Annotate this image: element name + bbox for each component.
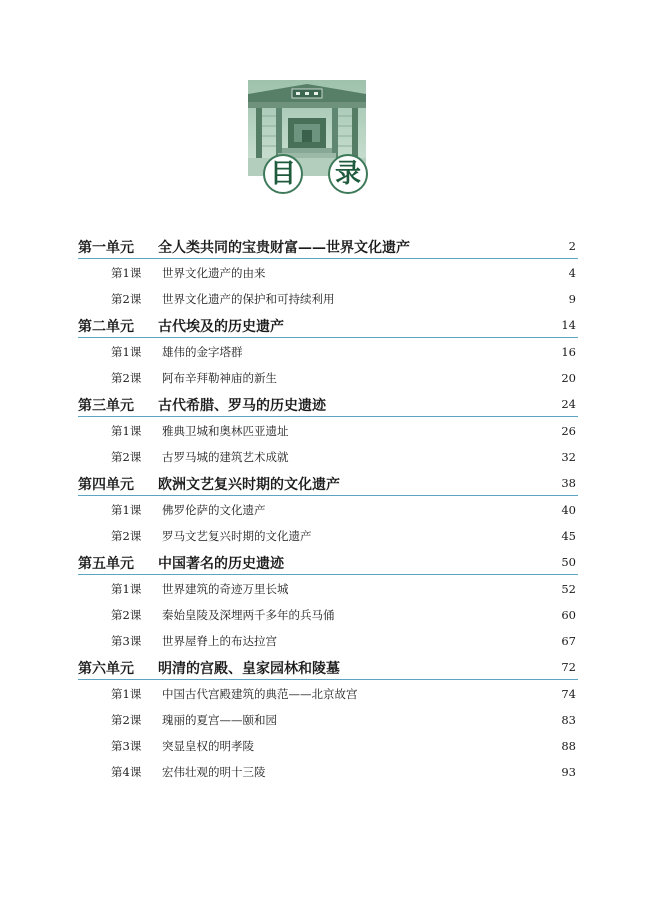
page-number: 40 [561, 503, 576, 517]
lesson-title: 罗马文艺复兴时期的文化遗产 [162, 529, 312, 543]
lesson-title: 雅典卫城和奥林匹亚遗址 [162, 424, 289, 438]
page-number: 2 [568, 239, 576, 253]
toc-lesson[interactable] [78, 338, 578, 364]
lesson-title: 世界文化遗产的保护和可持续利用 [162, 292, 335, 306]
unit-label: 第三单元 [78, 398, 134, 414]
lesson-label: 第4课 [111, 765, 142, 779]
toc-lesson[interactable] [78, 732, 578, 758]
page-number: 9 [568, 292, 576, 306]
unit-label: 第四单元 [78, 477, 134, 493]
toc-lesson[interactable] [78, 496, 578, 522]
unit-title: 古代埃及的历史遗产 [158, 319, 284, 335]
lesson-label: 第2课 [111, 713, 142, 727]
page-number: 52 [561, 582, 576, 596]
lesson-title: 雄伟的金字塔群 [162, 345, 243, 359]
table-of-contents [78, 232, 578, 784]
lesson-label: 第2课 [111, 292, 142, 306]
toc-lesson[interactable] [78, 680, 578, 706]
lesson-label: 第1课 [111, 266, 142, 280]
unit-title: 全人类共同的宝贵财富——世界文化遗产 [158, 240, 410, 256]
lesson-label: 第1课 [111, 582, 142, 596]
toc-lesson[interactable] [78, 285, 578, 311]
unit-label: 第五单元 [78, 556, 134, 572]
toc-lesson[interactable] [78, 417, 578, 443]
toc-lesson[interactable] [78, 522, 578, 548]
toc-unit-6[interactable] [78, 653, 578, 680]
toc-lesson[interactable] [78, 575, 578, 601]
page-number: 74 [561, 687, 576, 701]
lesson-title: 突显皇权的明孝陵 [162, 739, 254, 753]
toc-lesson[interactable] [78, 706, 578, 732]
toc-lesson[interactable] [78, 443, 578, 469]
lesson-title: 世界建筑的奇迹万里长城 [162, 582, 289, 596]
page-number: 50 [561, 555, 576, 569]
page-number: 67 [561, 634, 576, 648]
toc-unit-1[interactable] [78, 232, 578, 259]
lesson-title: 佛罗伦萨的文化遗产 [162, 503, 266, 517]
lesson-label: 第3课 [111, 634, 142, 648]
lesson-title: 中国古代宫殿建筑的典范——北京故宫 [162, 687, 358, 701]
lesson-label: 第2课 [111, 450, 142, 464]
page-number: 14 [561, 318, 576, 332]
unit-title: 欧洲文艺复兴时期的文化遗产 [158, 477, 340, 493]
lesson-label: 第1课 [111, 424, 142, 438]
lesson-title: 宏伟壮观的明十三陵 [162, 765, 266, 779]
unit-label: 第六单元 [78, 661, 134, 677]
toc-unit-5[interactable] [78, 548, 578, 575]
lesson-label: 第1课 [111, 345, 142, 359]
toc-lesson[interactable] [78, 758, 578, 784]
page-number: 32 [561, 450, 576, 464]
lesson-label: 第2课 [111, 371, 142, 385]
page-number: 38 [561, 476, 576, 490]
lesson-label: 第1课 [111, 687, 142, 701]
toc-lesson[interactable] [78, 627, 578, 653]
page-number: 88 [561, 739, 576, 753]
lesson-label: 第2课 [111, 608, 142, 622]
toc-unit-2[interactable] [78, 311, 578, 338]
page-number: 45 [561, 529, 576, 543]
unit-title: 中国著名的历史遗迹 [158, 556, 284, 572]
lesson-title: 古罗马城的建筑艺术成就 [162, 450, 289, 464]
toc-lesson[interactable] [78, 601, 578, 627]
page-number: 93 [561, 765, 576, 779]
unit-title: 古代希腊、罗马的历史遗迹 [158, 398, 326, 414]
page-number: 72 [561, 660, 576, 674]
toc-lesson[interactable] [78, 259, 578, 285]
toc-unit-4[interactable] [78, 469, 578, 496]
title-char-mu: 目 [263, 154, 303, 194]
page-number: 60 [561, 608, 576, 622]
unit-label: 第一单元 [78, 240, 134, 256]
lesson-title: 秦始皇陵及深埋两千多年的兵马俑 [162, 608, 335, 622]
lesson-title: 瑰丽的夏宫——颐和园 [162, 713, 277, 727]
unit-title: 明清的宫殿、皇家园林和陵墓 [158, 661, 340, 677]
lesson-title: 世界屋脊上的布达拉宫 [162, 634, 277, 648]
lesson-title: 阿布辛拜勒神庙的新生 [162, 371, 277, 385]
page-number: 24 [561, 397, 576, 411]
lesson-label: 第2课 [111, 529, 142, 543]
lesson-label: 第3课 [111, 739, 142, 753]
page-number: 20 [561, 371, 576, 385]
page-number: 83 [561, 713, 576, 727]
lesson-title: 世界文化遗产的由来 [162, 266, 266, 280]
unit-label: 第二单元 [78, 319, 134, 335]
page-number: 26 [561, 424, 576, 438]
toc-lesson[interactable] [78, 364, 578, 390]
title-char-lu: 录 [328, 154, 368, 194]
page-number: 4 [568, 266, 576, 280]
toc-unit-3[interactable] [78, 390, 578, 417]
page-number: 16 [561, 345, 576, 359]
lesson-label: 第1课 [111, 503, 142, 517]
